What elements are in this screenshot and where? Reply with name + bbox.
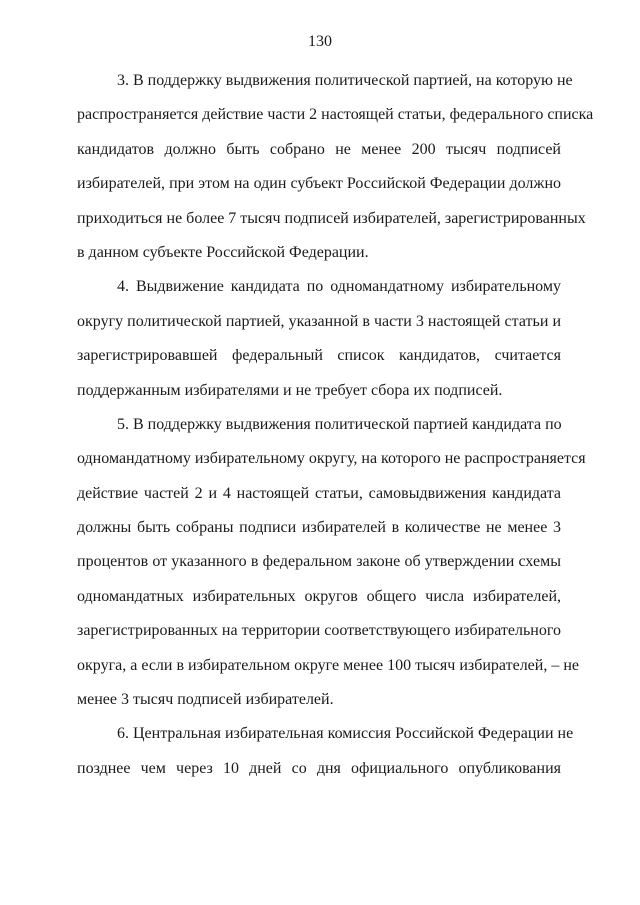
text-line: округу политической партией, указанной в части 3 настоящей статьи и [77,312,561,330]
text-line: одномандатных избирательных округов общего числа избирателей, [77,587,561,605]
text-line: распространяется действие части 2 настоящей статьи, федерального списка [77,106,594,124]
page-number: 130 [308,33,332,50]
text-line: 3. В поддержку выдвижения политической партией, на которую не [117,72,573,89]
text-line: избирателей, при этом на один субъект Российской Федерации должно [77,175,561,193]
text-line: приходиться не более 7 тысяч подписей избирателей, зарегистрированных [77,209,586,227]
text-line: процентов от указанного в федеральном законе об утверждении схемы [77,553,561,571]
paragraph-4 [77,270,561,408]
text-line: одномандатному избирательному округу, на которого не распространяется [77,450,586,468]
paragraph-6 [77,717,574,786]
text-line: должны быть собраны подписи избирателей в количестве не менее 3 [77,519,561,537]
text-line: 6. Центральная избирательная комиссия Российской Федерации не [117,725,574,743]
text-line: округа, а если в избирательном округе менее 100 тысяч избирателей, – не [77,656,579,674]
paragraph-3 [77,64,594,270]
text-line: позднее чем через 10 дней со дня официального опубликования [77,759,561,777]
text-line: действие частей 2 и 4 настоящей статьи, самовыдвижения кандидата [77,484,561,502]
text-line: менее 3 тысяч подписей избирателей. [77,691,334,709]
text-line: кандидатов должно быть собрано не менее 200 тысяч подписей [77,140,561,158]
text-line: зарегистрированных на территории соответствующего избирательного [77,622,561,640]
text-line: 5. В поддержку выдвижения политической партией кандидата по [117,415,562,433]
text-line: в данном субъекте Российской Федерации. [77,243,369,261]
text-line: 4. Выдвижение кандидата по одномандатному избирательному [117,278,561,296]
text-line: зарегистрировавшей федеральный список кандидатов, считается [77,347,561,365]
document-body [77,64,594,786]
paragraph-5 [77,408,586,718]
text-line: поддержанным избирателями и не требует сбора их подписей. [77,381,503,399]
